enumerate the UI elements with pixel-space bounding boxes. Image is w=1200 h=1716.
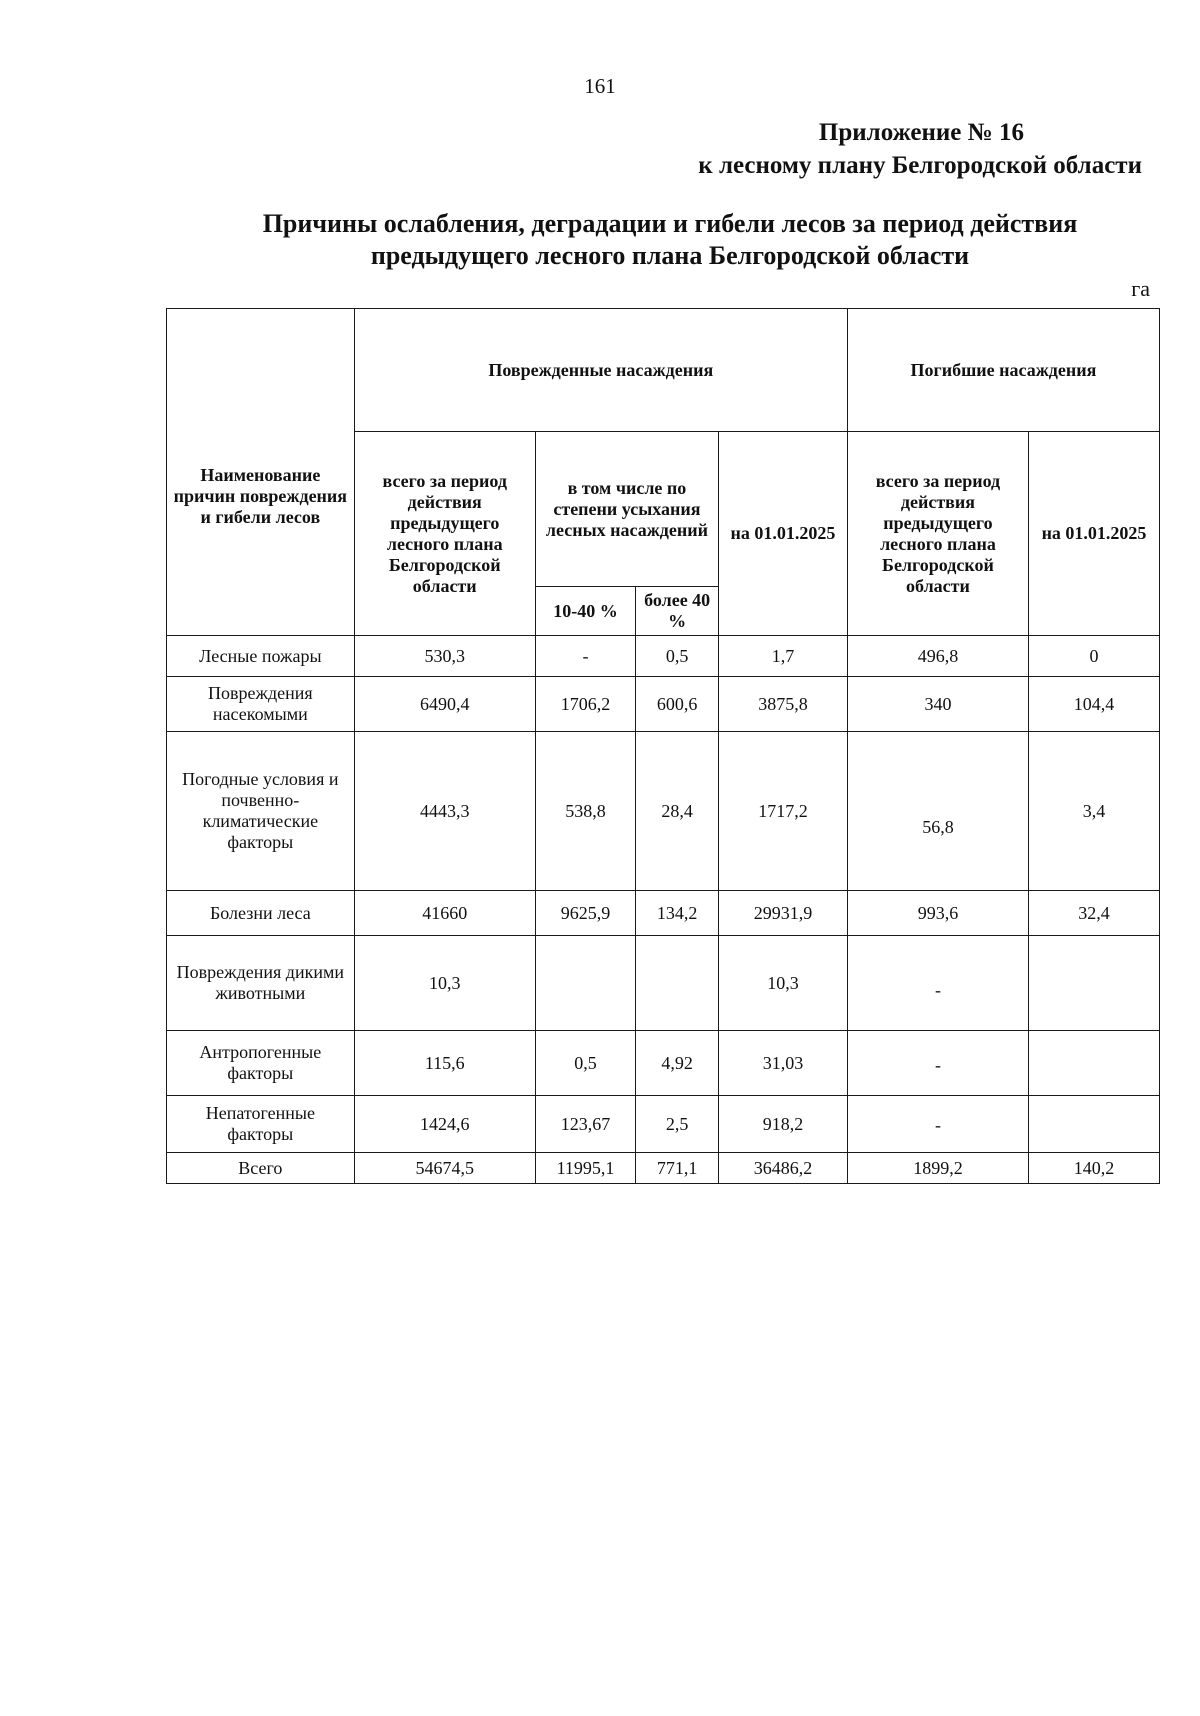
cell-dead-on-date (1029, 1096, 1160, 1153)
table-row (167, 1031, 1160, 1096)
cell-degree-over-40: 771,1 (636, 1153, 719, 1184)
header-dead-on-date: на 01.01.2025 (1029, 432, 1160, 636)
cell-degree-10-40: - (535, 636, 635, 677)
cell-dead-total: 1899,2 (847, 1153, 1028, 1184)
cell-degree-10-40: 538,8 (535, 732, 635, 891)
cell-damaged-total: 6490,4 (354, 677, 535, 732)
cell-dead-total: 340 (847, 677, 1028, 732)
cell-degree-10-40: 9625,9 (535, 891, 635, 936)
cell-dead-on-date (1029, 1031, 1160, 1096)
row-cause-name: Лесные пожары (167, 636, 355, 677)
cell-dead-total: - (847, 1096, 1028, 1153)
cell-dead-total: - (847, 936, 1028, 1031)
cell-damaged-total: 530,3 (354, 636, 535, 677)
cell-damaged-on-date: 3875,8 (719, 677, 848, 732)
header-dead-stands: Погибшие насаждения (847, 309, 1159, 432)
cell-dead-on-date: 0 (1029, 636, 1160, 677)
cell-damaged-on-date: 1717,2 (719, 732, 848, 891)
header-damaged-total: всего за период действия предыдущего лесного плана Белгородской области (354, 432, 535, 636)
table-row (167, 891, 1160, 936)
cell-damaged-on-date: 1,7 (719, 636, 848, 677)
table-row (167, 1096, 1160, 1153)
header-cause-name: Наименование причин повреждения и гибели лесов (167, 309, 355, 636)
cell-damaged-total: 115,6 (354, 1031, 535, 1096)
cell-dead-on-date: 104,4 (1029, 677, 1160, 732)
document-title (190, 208, 1150, 272)
cell-dead-total: - (847, 1031, 1028, 1096)
forest-damage-table (166, 308, 1160, 1184)
cell-damaged-total: 41660 (354, 891, 535, 936)
header-degree-over-40: более 40 % (636, 587, 719, 636)
cell-dead-on-date: 3,4 (1029, 732, 1160, 891)
document-title-line-1: Причины ослабления, деградации и гибели лесов за период действия (262, 209, 1078, 238)
cell-dead-total: 993,6 (847, 891, 1028, 936)
row-cause-name: Болезни леса (167, 891, 355, 936)
cell-degree-over-40: 134,2 (636, 891, 719, 936)
appendix-number: Приложение № 16 (818, 119, 1024, 146)
appendix-header (698, 116, 1142, 182)
row-cause-name: Антропогенные факторы (167, 1031, 355, 1096)
cell-damaged-total: 54674,5 (354, 1153, 535, 1184)
cell-dead-on-date: 140,2 (1029, 1153, 1160, 1184)
cell-degree-10-40 (535, 936, 635, 1031)
row-cause-name: Повреждения дикими животными (167, 936, 355, 1031)
cell-degree-over-40: 4,92 (636, 1031, 719, 1096)
cell-damaged-total: 1424,6 (354, 1096, 535, 1153)
cell-damaged-on-date: 36486,2 (719, 1153, 848, 1184)
cell-dead-total: 56,8 (847, 732, 1028, 891)
header-damaged-by-degree: в том числе по степени усыхания лесных насаждений (535, 432, 718, 587)
cell-degree-over-40: 28,4 (636, 732, 719, 891)
cell-degree-10-40: 1706,2 (535, 677, 635, 732)
cell-degree-over-40 (636, 936, 719, 1031)
document-title-line-2: предыдущего лесного плана Белгородской области (370, 241, 970, 270)
cell-degree-10-40: 0,5 (535, 1031, 635, 1096)
cell-damaged-on-date: 31,03 (719, 1031, 848, 1096)
cell-degree-10-40: 123,67 (535, 1096, 635, 1153)
cell-degree-over-40: 2,5 (636, 1096, 719, 1153)
header-damaged-on-date: на 01.01.2025 (719, 432, 848, 636)
cell-dead-on-date (1029, 936, 1160, 1031)
row-cause-name: Погодные условия и почвенно-климатические факторы (167, 732, 355, 891)
unit-label: га (1131, 276, 1150, 301)
cell-damaged-total: 10,3 (354, 936, 535, 1031)
header-degree-10-40: 10-40 % (535, 587, 635, 636)
header-dead-total: всего за период действия предыдущего лесного плана Белгородской области (847, 432, 1028, 636)
table-row (167, 732, 1160, 891)
cell-damaged-on-date: 29931,9 (719, 891, 848, 936)
cell-degree-over-40: 0,5 (636, 636, 719, 677)
cell-damaged-on-date: 10,3 (719, 936, 848, 1031)
cell-damaged-on-date: 918,2 (719, 1096, 848, 1153)
page-number: 161 (584, 74, 616, 98)
table-row-total (167, 1153, 1160, 1184)
cell-damaged-total: 4443,3 (354, 732, 535, 891)
table-row (167, 936, 1160, 1031)
header-damaged-stands: Поврежденные насаждения (354, 309, 847, 432)
table-row (167, 636, 1160, 677)
cell-degree-10-40: 11995,1 (535, 1153, 635, 1184)
row-cause-name: Непатогенные факторы (167, 1096, 355, 1153)
row-cause-name: Повреждения насекомыми (167, 677, 355, 732)
row-cause-name: Всего (167, 1153, 355, 1184)
appendix-reference: к лесному плану Белгородской области (698, 152, 1142, 179)
table-row (167, 677, 1160, 732)
cell-dead-total: 496,8 (847, 636, 1028, 677)
cell-degree-over-40: 600,6 (636, 677, 719, 732)
cell-dead-on-date: 32,4 (1029, 891, 1160, 936)
